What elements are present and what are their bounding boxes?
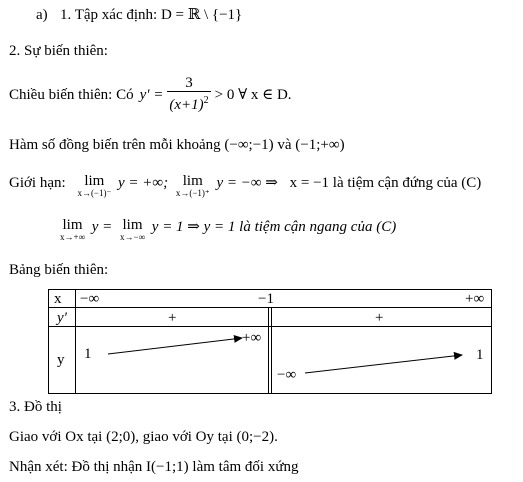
fraction-denominator: $(x+1)^2$ [167, 91, 210, 114]
intercepts-line: Giao với Ox tại (2;0), giao với Oy tại (0;−2). [9, 429, 278, 445]
variation-table-title: Bảng biến thiên: [9, 262, 109, 278]
increasing-arrow-right [305, 355, 462, 373]
part-a-label: a) [36, 7, 48, 23]
derivative-tail: > 0 ∀ x ∈ D. [214, 87, 292, 103]
domain-line: 1. Tập xác định: D = ℝ \ {−1} [60, 7, 243, 23]
denominator-exponent: 2 [203, 95, 209, 106]
row-label-y: y [57, 352, 65, 368]
derivative-yprime: y' = [139, 87, 164, 103]
increasing-intervals: Hàm số đồng biến trên mỗi khoảng (−∞;−1) và (−1;+∞) [9, 137, 345, 153]
x-right-value: +∞ [465, 291, 485, 307]
limits-lead: Giới hạn: [9, 175, 66, 191]
sign-right: + [375, 310, 384, 326]
x-left-value: −∞ [80, 291, 100, 307]
limit-2-value: y = −∞ ⇒ [216, 175, 278, 191]
y-right-end: 1 [476, 347, 484, 363]
limit-1-value: y = +∞; [118, 175, 169, 191]
y-left-end: +∞ [242, 330, 262, 346]
limit-2: lim x→(−1)⁺ [175, 173, 210, 198]
row-label-yprime: y' [57, 310, 67, 326]
derivative-lead: Chiều biến thiên: Có [9, 87, 134, 103]
limit-3-value: y = [91, 219, 113, 235]
increasing-arrow-left [108, 338, 242, 354]
horizontal-asymptote: y = 1 ⇒ y = 1 là tiệm cận ngang của (C) [151, 219, 397, 235]
limit-3: lim x→+∞ [60, 217, 85, 242]
x-mid-value: −1 [258, 291, 274, 307]
row-label-x: x [54, 291, 62, 307]
section-2-title: 2. Sự biến thiên: [9, 43, 108, 59]
sign-left: + [168, 310, 177, 326]
y-right-start: −∞ [277, 367, 297, 383]
symmetry-note: Nhận xét: Đồ thị nhận I(−1;1) làm tâm đối xứng [9, 459, 299, 475]
section-3-title: 3. Đồ thị [9, 399, 62, 415]
limit-4: lim x→−∞ [120, 217, 146, 242]
limit-1: lim x→(−1)⁻ [77, 173, 112, 198]
y-left-start: 1 [84, 346, 92, 362]
vertical-asymptote: x = −1 là tiệm cận đứng của (C) [289, 175, 482, 191]
fraction-numerator: 3 [185, 75, 193, 91]
